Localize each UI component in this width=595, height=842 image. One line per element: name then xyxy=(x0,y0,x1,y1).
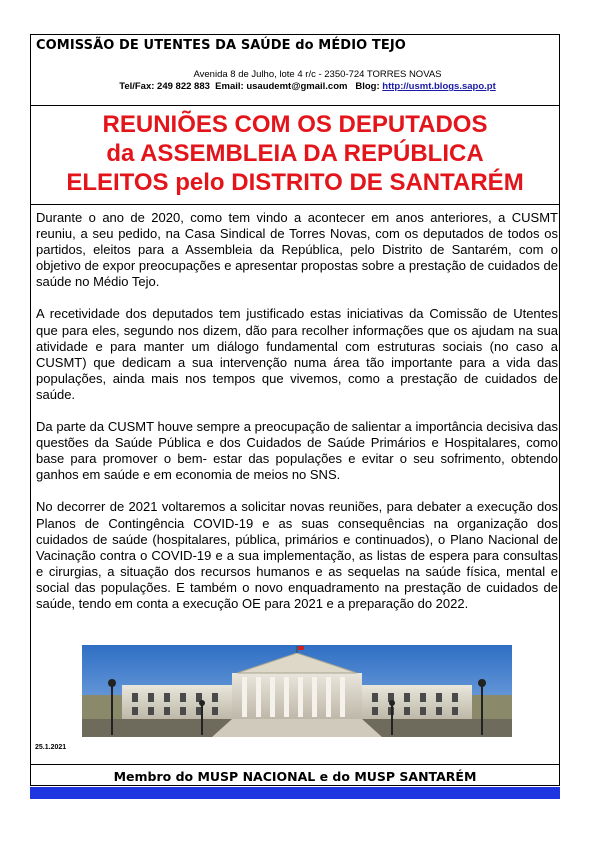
footer-membership: Membro do MUSP NACIONAL e do MUSP SANTARÉM xyxy=(113,769,477,784)
email-link[interactable]: usaudemt@gmail.com xyxy=(246,81,348,92)
footer-divider xyxy=(30,764,560,765)
footer-color-bar xyxy=(30,787,560,799)
parliament-building-photo xyxy=(82,645,512,737)
header-divider xyxy=(30,105,560,106)
blog-link[interactable]: http://usmt.blogs.sapo.pt xyxy=(382,81,496,92)
date-label: 25.1.2021 xyxy=(35,744,67,751)
paragraph: No decorrer de 2021 voltaremos a solicitar novas reuniões, para debater a execução dos Planos de Contingência COVID-19 e as suas consequências na organização dos cuidados de saúde (hospitalares, pública, primários e continuados), o Plano Nacional de Vacinação contra o COVID-19 e a sua implementação, as listas de espera para consultas e cirurgias, a situação dos recursos humanos e as sequelas na saúde física, mental e social das populações. E também o novo enquadramento na prestação de cuidados de saúde, tendo em conta a execução OE para 2021 e a preparação do 2022. xyxy=(36,499,558,611)
paragraph: A recetividade dos deputados tem justificado estas iniciativas da Comissão de Utentes que para eles, segundo nos dizem, dão para recolher informações que os ajudam na sua atividade e para manter um diálogo fundamental com estruturas sociais (no caso a CUSMT) que dedicam a sua intervenção numa área tão importante para a vida das populações, ainda mais nos tempos que vivemos, como a prestação de cuidados de saúde. xyxy=(36,306,558,402)
contact-line xyxy=(0,81,595,92)
email-label: Email: xyxy=(215,81,244,92)
title-line-3: ELEITOS pelo DISTRITO DE SANTARÉM xyxy=(66,169,524,196)
title-line-1: REUNIÕES COM OS DEPUTADOS xyxy=(102,111,488,138)
title-line-2: da ASSEMBLEIA DA REPÚBLICA xyxy=(106,140,484,167)
organization-name: COMISSÃO DE UTENTES DA SAÚDE do MÉDIO TEJO xyxy=(36,38,406,53)
phone-fax: Tel/Fax: 249 822 883 xyxy=(119,81,210,92)
article-body xyxy=(36,210,558,628)
paragraph: Da parte da CUSMT houve sempre a preocupação de salientar a importância decisiva das questões da Saúde Pública e dos Cuidados de Saúde Primários e Hospitalares, como base para promover o bem- estar das populações e evitar o seu sofrimento, obtendo ganhos em saúde e em economia de meios no SNS. xyxy=(36,419,558,483)
blog-label: Blog: xyxy=(355,81,380,92)
title-divider xyxy=(30,204,560,205)
address-line: Avenida 8 de Julho, lote 4 r/c - 2350-724 TORRES NOVAS xyxy=(193,69,442,80)
paragraph: Durante o ano de 2020, como tem vindo a acontecer em anos anteriores, a CUSMT reuniu, a seu pedido, na Casa Sindical de Torres Novas, com os deputados de todos os partidos, eleitos para a Assembleia da República, pelo Distrito de Santarém, com o objetivo de expor preocupações e apresentar propostas sobre a prestação de cuidados de saúde no Médio Tejo. xyxy=(36,210,558,290)
